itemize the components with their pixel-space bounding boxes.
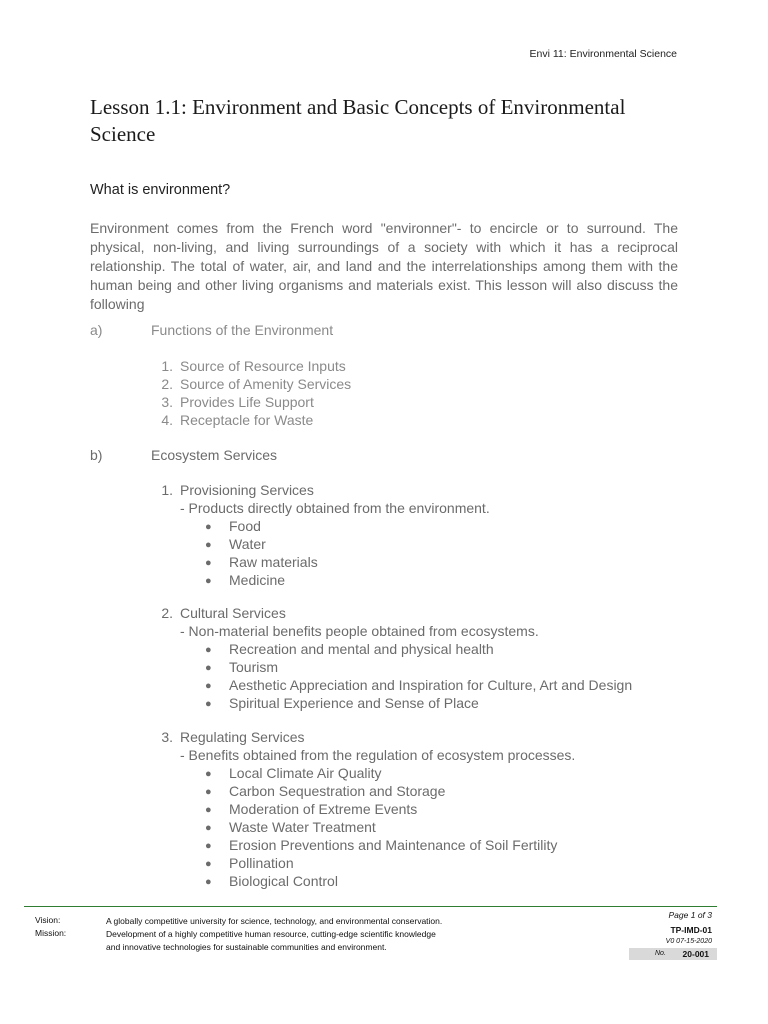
section-question: What is environment? xyxy=(90,182,231,198)
service-provisioning xyxy=(153,481,490,589)
list-item: 4. Receptacle for Waste xyxy=(161,412,314,428)
vision-text: A globally competitive university for science, technology, and environmental conservation. xyxy=(106,916,443,926)
mission-label: Mission: xyxy=(35,928,67,938)
page-number: Page 1 of 3 xyxy=(668,910,712,920)
lesson-title: Lesson 1.1: Environment and Basic Concepts of Environmental Science xyxy=(90,95,626,146)
bullet-icon: ● xyxy=(205,840,212,852)
section-b-letter: b) xyxy=(90,447,103,463)
bullet-icon: ● xyxy=(205,858,212,870)
list-item: ● Recreation and mental and physical health xyxy=(205,641,494,657)
bullet-icon: ● xyxy=(205,644,212,656)
service-description: - Products directly obtained from the environment. xyxy=(180,500,490,516)
document-code: TP-IMD-01 xyxy=(670,925,712,935)
service-heading: 1. Provisioning Services xyxy=(161,482,314,498)
vision-label: Vision: xyxy=(35,915,61,925)
service-cultural xyxy=(153,604,632,712)
list-item: 1. Source of Resource Inputs xyxy=(161,358,346,374)
list-item: ● Aesthetic Appreciation and Inspiration for Culture, Art and Design xyxy=(205,677,633,693)
bullet-icon: ● xyxy=(205,768,212,780)
bullet-icon: ● xyxy=(205,575,212,587)
footer-divider xyxy=(24,906,717,907)
list-item: ● Water xyxy=(205,536,266,552)
list-item: ● Carbon Sequestration and Storage xyxy=(205,783,446,799)
list-item: ● Waste Water Treatment xyxy=(205,819,376,835)
service-regulating xyxy=(153,728,575,890)
bullet-icon: ● xyxy=(205,822,212,834)
course-header: Envi 11: Environmental Science xyxy=(529,48,677,60)
list-item: ● Food xyxy=(205,518,261,534)
bullet-icon: ● xyxy=(205,539,212,551)
document-number-value: 20-001 xyxy=(682,949,709,959)
list-item: ● Moderation of Extreme Events xyxy=(205,801,418,817)
list-item: 2. Source of Amenity Services xyxy=(161,376,352,392)
mission-text-line1: Development of a highly competitive human resource, cutting-edge scientific knowledge xyxy=(106,929,436,939)
document-number-label: No. xyxy=(655,950,666,957)
list-item: ● Pollination xyxy=(205,855,294,871)
service-description: - Benefits obtained from the regulation of ecosystem processes. xyxy=(180,747,576,763)
intro-paragraph: Environment comes from the French word "environner"- to encircle or to surround. The physical, non-living, and living surroundings of a society with which it has a reciprocal relationship. The total of water, air, and land and the interrelationships among them with the human being and other living organisms and materials exist. This lesson will also discuss the following xyxy=(90,220,678,312)
version-date: V0 07-15-2020 xyxy=(665,938,712,945)
service-heading: 2. Cultural Services xyxy=(161,605,286,621)
service-description: - Non-material benefits people obtained from ecosystems. xyxy=(180,623,539,639)
section-b-title: Ecosystem Services xyxy=(151,447,278,463)
list-item: ● Local Climate Air Quality xyxy=(205,765,382,781)
mission-text-line2: and innovative technologies for sustainable communities and environment. xyxy=(106,942,387,952)
bullet-icon: ● xyxy=(205,557,212,569)
bullet-icon: ● xyxy=(205,876,212,888)
service-heading: 3. Regulating Services xyxy=(161,729,305,745)
bullet-icon: ● xyxy=(205,521,212,533)
functions-list xyxy=(153,357,351,429)
section-a-title: Functions of the Environment xyxy=(151,322,334,338)
bullet-icon: ● xyxy=(205,680,212,692)
list-item: ● Biological Control xyxy=(205,873,338,889)
bullet-icon: ● xyxy=(205,804,212,816)
list-item: ● Medicine xyxy=(205,572,286,588)
section-a-letter: a) xyxy=(90,322,103,338)
list-item: ● Raw materials xyxy=(205,554,318,570)
document-number-box xyxy=(629,948,717,960)
bullet-icon: ● xyxy=(205,698,212,710)
list-item: ● Erosion Preventions and Maintenance of Soil Fertility xyxy=(205,837,558,853)
bullet-icon: ● xyxy=(205,786,212,798)
list-item: ● Spiritual Experience and Sense of Place xyxy=(205,695,479,711)
list-item: 3. Provides Life Support xyxy=(161,394,314,410)
list-item: ● Tourism xyxy=(205,659,279,675)
bullet-icon: ● xyxy=(205,662,212,674)
